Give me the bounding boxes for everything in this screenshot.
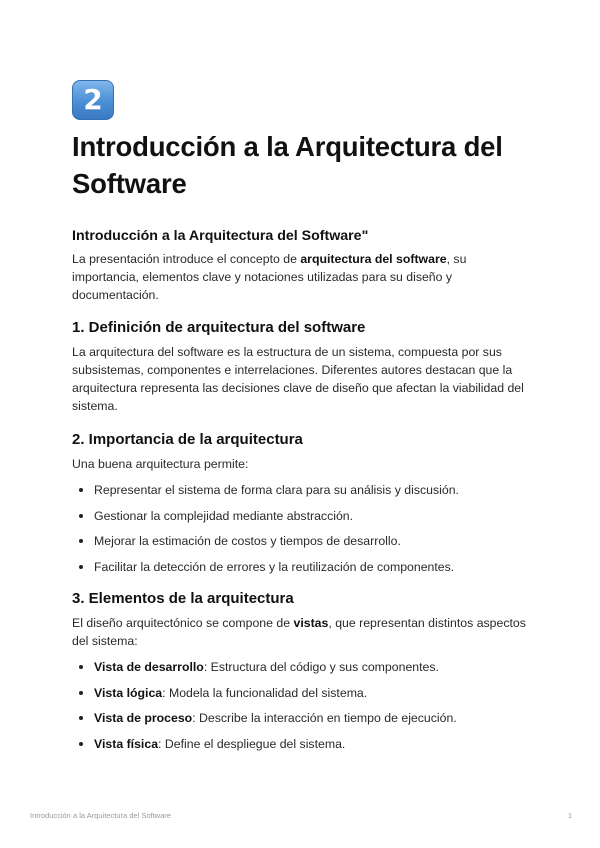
intro-text-bold: arquitectura del software bbox=[300, 252, 447, 266]
list-item bbox=[72, 532, 532, 558]
view-term: Vista de proceso bbox=[94, 711, 193, 725]
section-3-lead-bold: vistas bbox=[293, 616, 329, 630]
intro-heading: Introducción a la Arquitectura del Software" bbox=[72, 228, 369, 244]
section-3-heading: 3. Elementos de la arquitectura bbox=[72, 590, 294, 607]
bullet-icon bbox=[79, 742, 83, 746]
section-definition bbox=[72, 318, 532, 415]
list-item bbox=[72, 481, 532, 507]
list-item-text: Representar el sistema de forma clara para su análisis y discusión. bbox=[94, 483, 459, 497]
list-item bbox=[72, 684, 532, 710]
bullet-icon bbox=[79, 539, 83, 543]
page-title: Introducción a la Arquitectura del Software bbox=[72, 131, 503, 199]
view-term: Vista lógica bbox=[94, 685, 163, 700]
view-description: : Define el despliegue del sistema. bbox=[158, 736, 346, 751]
list-item-text: Facilitar la detección de errores y la reutilización de componentes. bbox=[94, 559, 455, 574]
list-item bbox=[72, 735, 532, 761]
section-3-lead-end: , que representan distintos aspectos del sistema: bbox=[72, 616, 526, 648]
bullet-icon bbox=[79, 691, 83, 695]
section-3-lead-start: El diseño arquitectónico se compone de bbox=[72, 616, 294, 630]
view-description: : Estructura del código y sus componentes. bbox=[203, 660, 439, 674]
section-2-lead: Una buena arquitectura permite: bbox=[72, 457, 249, 471]
bullet-icon bbox=[79, 665, 83, 669]
bullet-icon bbox=[79, 488, 83, 492]
keycap-digit-two-icon: 2 bbox=[72, 80, 114, 120]
section-importance bbox=[72, 430, 532, 583]
section-1-paragraph: La arquitectura del software es la estructura de un sistema, compuesta por sus subsistemas, componentes e interrelaciones. Diferentes autores destacan que la arquitectura representa las decisiones clave de diseño que afectan la viabilidad del sistema. bbox=[72, 345, 524, 413]
view-description: : Modela la funcionalidad del sistema. bbox=[162, 685, 368, 700]
bullet-icon bbox=[79, 565, 83, 569]
bullet-icon bbox=[79, 514, 83, 518]
section-1-heading: 1. Definición de arquitectura del software bbox=[72, 319, 366, 336]
list-item bbox=[72, 709, 532, 735]
bullet-icon bbox=[79, 716, 83, 720]
view-term: Vista de desarrollo bbox=[94, 660, 204, 674]
intro-text-end: , su importancia, elementos clave y notaciones utilizadas para su diseño y documentación. bbox=[72, 252, 467, 302]
page-number: 1 bbox=[567, 811, 572, 820]
section-2-heading: 2. Importancia de la arquitectura bbox=[72, 431, 303, 448]
list-item-text: Gestionar la complejidad mediante abstracción. bbox=[94, 508, 354, 523]
section-3-lead bbox=[72, 614, 532, 650]
intro-text-start: La presentación introduce el concepto de bbox=[72, 252, 301, 266]
importance-list bbox=[72, 481, 532, 583]
list-item bbox=[72, 558, 532, 584]
list-item bbox=[72, 658, 532, 684]
list-item bbox=[72, 507, 532, 533]
section-elements bbox=[72, 589, 532, 760]
list-item-text: Mejorar la estimación de costos y tiempos de desarrollo. bbox=[94, 534, 401, 548]
intro-paragraph bbox=[72, 250, 532, 304]
intro-section bbox=[72, 227, 532, 304]
view-description: : Describe la interacción en tiempo de ejecución. bbox=[192, 711, 457, 725]
footer-title: Introducción a la Arquitectura del Software bbox=[30, 811, 171, 820]
views-list bbox=[72, 658, 532, 760]
view-term: Vista física bbox=[94, 736, 159, 751]
